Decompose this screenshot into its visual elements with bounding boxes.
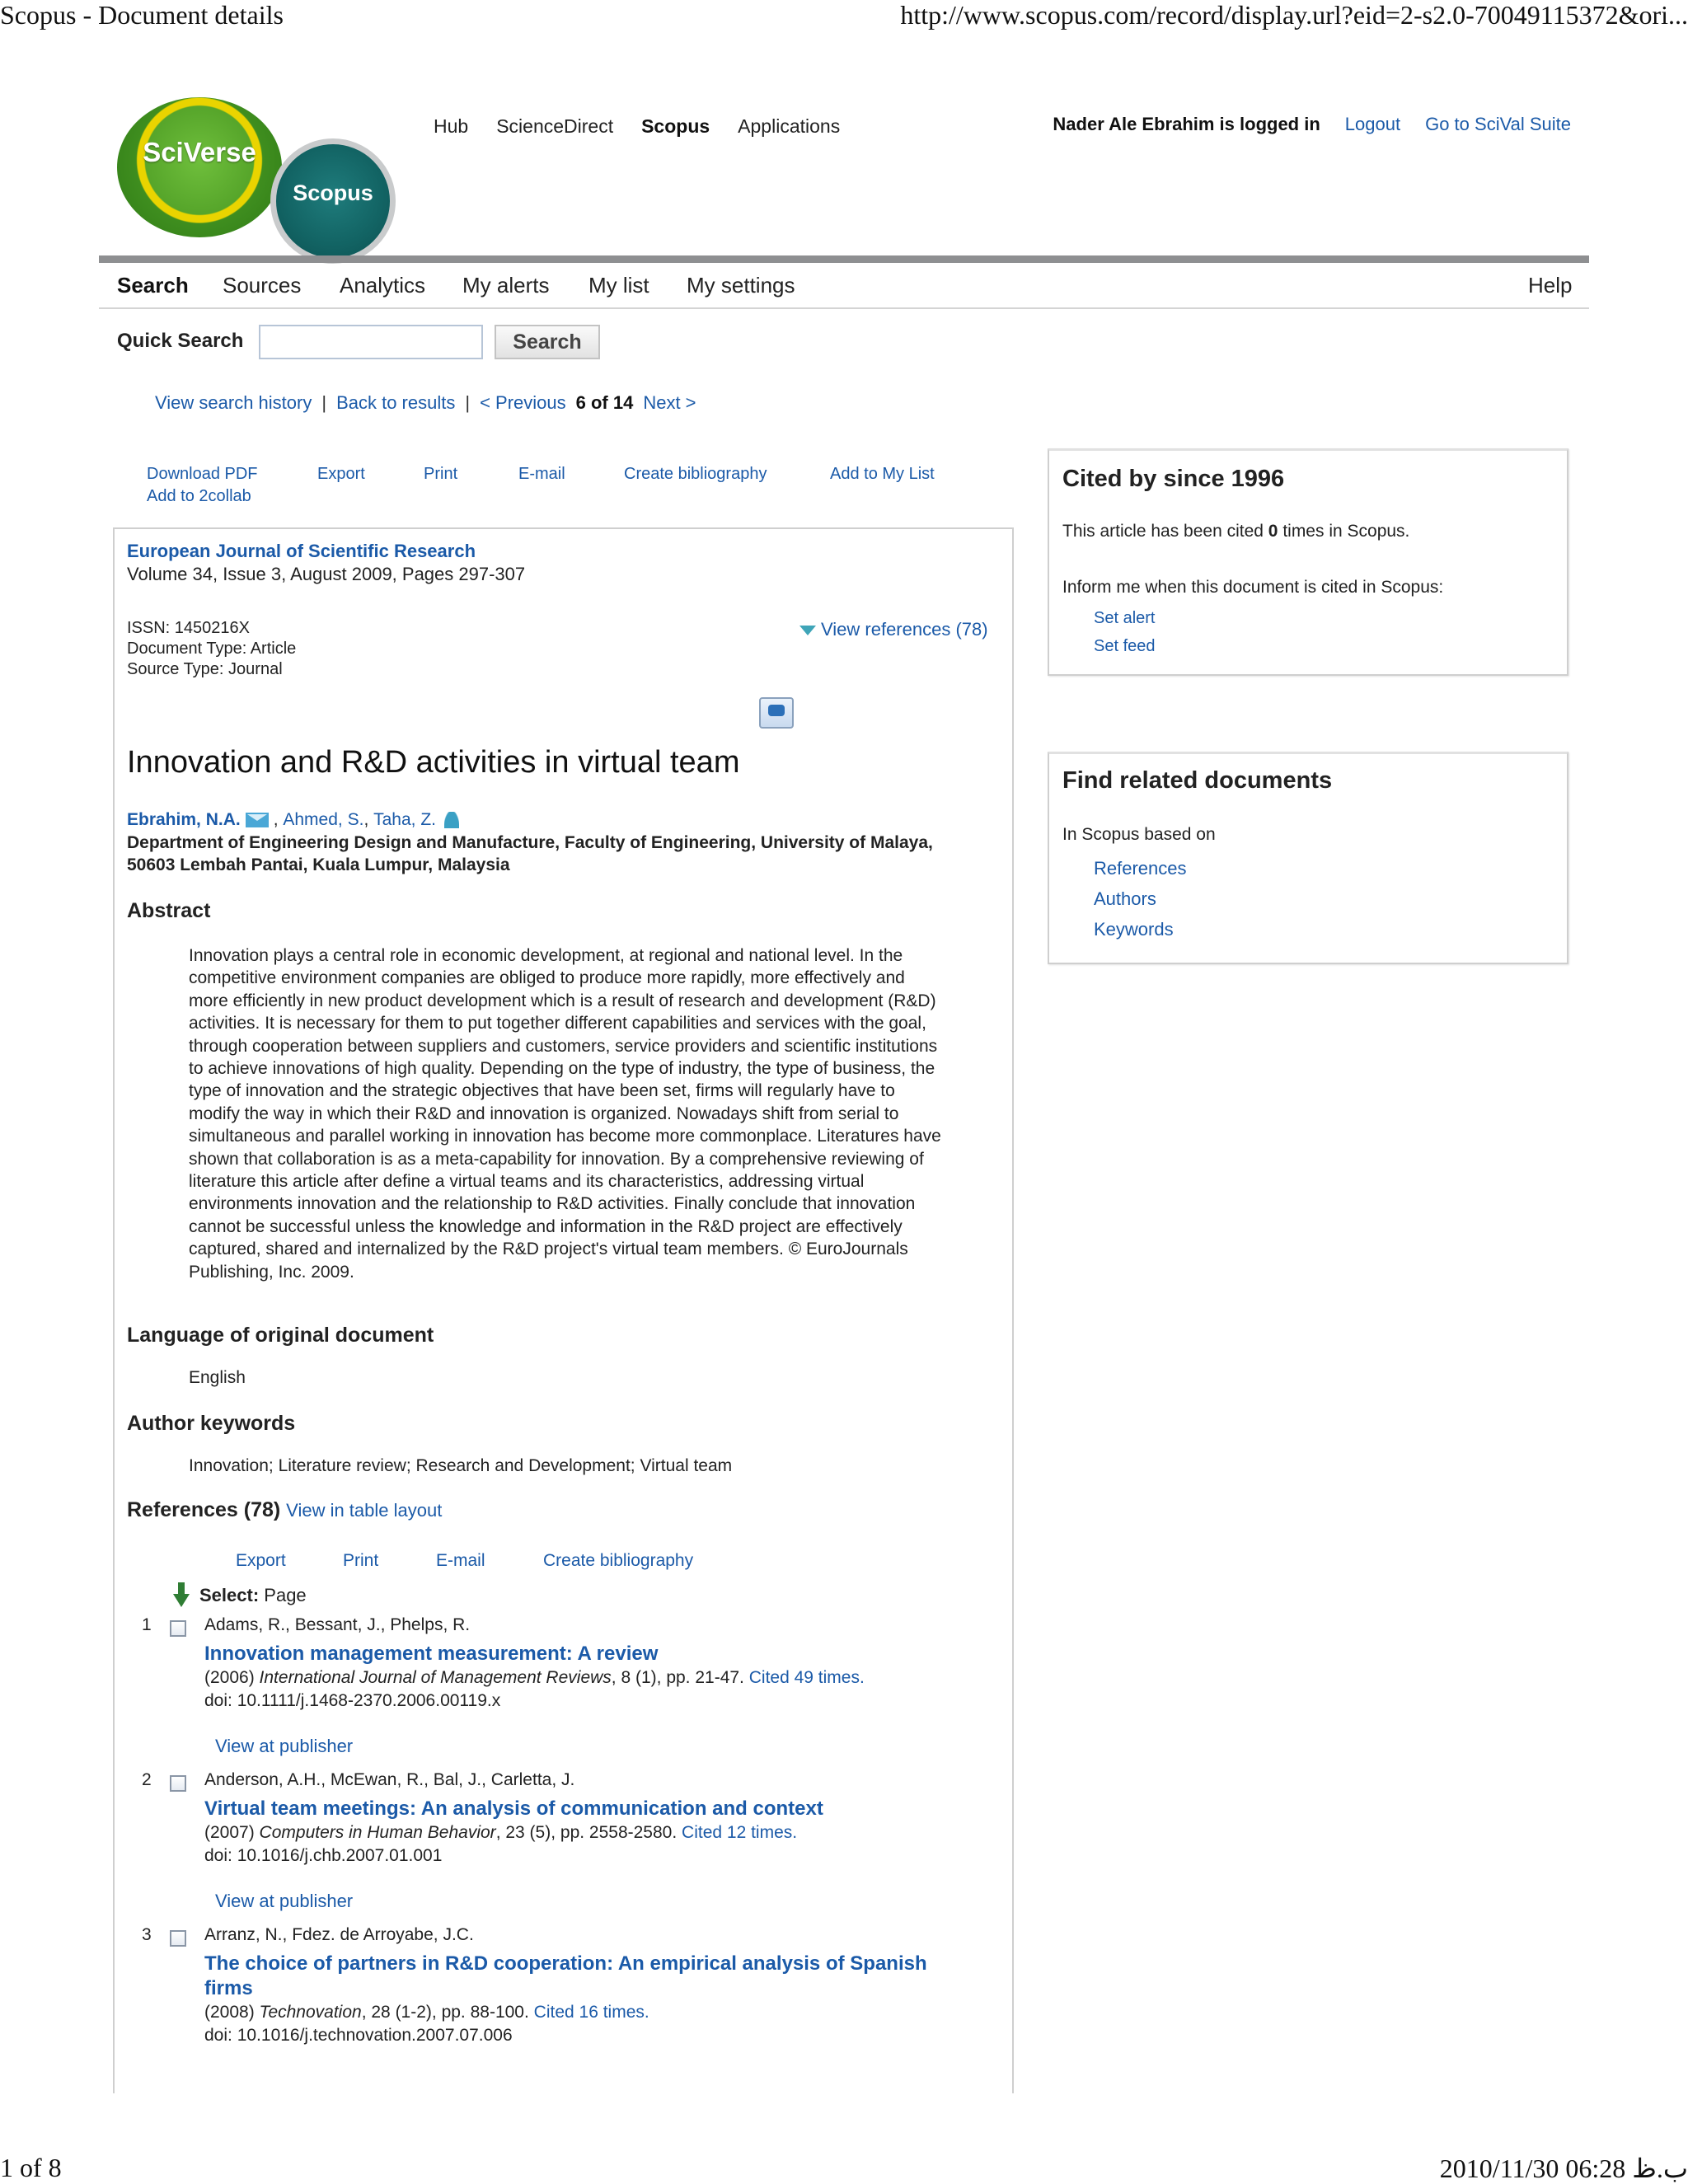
scopus-logo-text: Scopus xyxy=(293,180,373,205)
author-link[interactable]: Ebrahim, N.A. xyxy=(127,810,241,829)
authors-line: Ebrahim, N.A. , Ahmed, S. , Taha, Z. xyxy=(127,810,459,830)
language-value: English xyxy=(189,1368,246,1387)
print-page-number: 1 of 8 xyxy=(0,2153,62,2182)
nav-sources[interactable]: Sources xyxy=(223,273,302,298)
email-link[interactable]: E-mail xyxy=(518,465,565,483)
print-title: Scopus - Document details xyxy=(0,0,284,30)
separator: | xyxy=(321,392,327,413)
print-date: 2010/11/30 06:28 ب.ظ xyxy=(1439,2154,1688,2183)
product-link-applications[interactable]: Applications xyxy=(738,115,841,137)
reference-doi: doi: 10.1016/j.chb.2007.01.001 xyxy=(204,1846,443,1865)
reference-checkbox[interactable] xyxy=(170,1930,186,1947)
keywords-heading: Author keywords xyxy=(127,1412,296,1435)
nav-my-settings[interactable]: My settings xyxy=(687,273,795,298)
cited-times-link[interactable]: Cited 49 times. xyxy=(748,1668,865,1687)
user-bar xyxy=(1053,114,1571,135)
issn: ISSN: 1450216X xyxy=(127,619,250,637)
quick-search-label: Quick Search xyxy=(117,330,244,352)
reference-title-link[interactable]: The choice of partners in R&D cooperation: An empirical analysis of Spanish firms xyxy=(204,1952,927,1999)
abstract-heading: Abstract xyxy=(127,899,211,922)
view-at-publisher-link[interactable]: View at publisher xyxy=(215,1736,354,1756)
nav-search[interactable]: Search xyxy=(117,273,189,298)
cited-times-link[interactable]: Cited 16 times. xyxy=(533,2003,649,2022)
document-type: Document Type: Article xyxy=(127,640,297,658)
related-references-link[interactable]: References xyxy=(1094,858,1187,879)
triangle-down-icon xyxy=(799,626,816,635)
export-link[interactable]: Export xyxy=(317,465,365,483)
inform-text: Inform me when this document is cited in Scopus: xyxy=(1062,578,1444,597)
reference-source: (2006) International Journal of Management Reviews, 8 (1), pp. 21-47. Cited 49 times. xyxy=(204,1668,865,1687)
comment-icon[interactable] xyxy=(759,697,794,729)
cited-by-box xyxy=(1048,448,1568,676)
print-link[interactable]: Print xyxy=(424,465,458,483)
ref-email-link[interactable]: E-mail xyxy=(436,1551,485,1570)
cited-count-text: This article has been cited 0 times in Scopus. xyxy=(1062,522,1410,541)
reference-item xyxy=(140,1615,997,1764)
add-to-2collab-link[interactable]: Add to 2collab xyxy=(147,487,251,505)
main-nav xyxy=(99,263,1589,309)
reference-checkbox[interactable] xyxy=(170,1775,186,1792)
reference-doi: doi: 10.1111/j.1468-2370.2006.00119.x xyxy=(204,1691,501,1710)
sciverse-logo-text: SciVerse xyxy=(143,137,256,167)
related-authors-link[interactable]: Authors xyxy=(1094,888,1156,909)
view-at-publisher-link[interactable]: View at publisher xyxy=(215,1891,354,1911)
person-icon[interactable] xyxy=(444,812,459,828)
set-alert-link[interactable]: Set alert xyxy=(1094,609,1156,627)
reference-number: 3 xyxy=(142,1925,152,1944)
affiliation: Department of Engineering Design and Manufacture, Faculty of Engineering, University of Malaya, 50603 Lembah Pantai, Kuala Lumpur, Malaysia xyxy=(127,833,933,874)
scopus-logo[interactable] xyxy=(270,138,396,264)
print-url: http://www.scopus.com/record/display.url?eid=2-s2.0-70049115372&ori... xyxy=(900,0,1688,30)
create-bibliography-link[interactable]: Create bibliography xyxy=(624,465,767,483)
reference-title-link[interactable]: Innovation management measurement: A review xyxy=(204,1643,659,1665)
reference-authors: Adams, R., Bessant, J., Phelps, R. xyxy=(204,1615,471,1634)
reference-number: 1 xyxy=(142,1615,152,1634)
product-link-hub[interactable]: Hub xyxy=(434,115,469,137)
related-heading: Find related documents xyxy=(1062,767,1333,794)
email-icon[interactable] xyxy=(246,813,269,827)
nav-my-alerts[interactable]: My alerts xyxy=(462,273,550,298)
references-heading-row xyxy=(127,1498,442,1522)
cited-by-heading: Cited by since 1996 xyxy=(1062,466,1285,492)
sciverse-logo[interactable] xyxy=(117,97,282,237)
download-pdf-link[interactable]: Download PDF xyxy=(147,465,258,483)
ref-export-link[interactable]: Export xyxy=(236,1551,286,1570)
product-link-scopus[interactable]: Scopus xyxy=(641,115,710,137)
reference-source: (2007) Computers in Human Behavior, 23 (5), pp. 2558-2580. Cited 12 times. xyxy=(204,1823,798,1842)
journal-name-link[interactable]: European Journal of Scientific Research xyxy=(127,541,476,561)
next-link[interactable]: Next > xyxy=(643,392,696,413)
nav-help[interactable]: Help xyxy=(1528,273,1573,298)
reference-source: (2008) Technovation, 28 (1-2), pp. 88-100. Cited 16 times. xyxy=(204,2003,649,2022)
view-in-table-layout-link[interactable]: View in table layout xyxy=(286,1500,443,1521)
view-search-history-link[interactable]: View search history xyxy=(155,392,312,413)
volume-info: Volume 34, Issue 3, August 2009, Pages 297-307 xyxy=(127,564,526,584)
article-title: Innovation and R&D activities in virtual team xyxy=(127,745,740,780)
related-text: In Scopus based on xyxy=(1062,825,1216,844)
select-arrow-icon xyxy=(173,1582,191,1609)
related-documents-box xyxy=(1048,752,1568,964)
ref-create-bibliography-link[interactable]: Create bibliography xyxy=(543,1551,694,1570)
product-link-sciencedirect[interactable]: ScienceDirect xyxy=(496,115,614,137)
select-row xyxy=(173,1582,307,1609)
logout-link[interactable]: Logout xyxy=(1344,114,1401,134)
nav-analytics[interactable]: Analytics xyxy=(340,273,426,298)
select-label: Select: xyxy=(199,1585,260,1605)
ref-print-link[interactable]: Print xyxy=(343,1551,379,1570)
reference-doi: doi: 10.1016/j.technovation.2007.07.006 xyxy=(204,2026,513,2045)
add-to-my-list-link[interactable]: Add to My List xyxy=(830,465,935,483)
cited-count: 0 xyxy=(1268,522,1278,541)
author-link[interactable]: Ahmed, S. xyxy=(283,810,364,829)
select-page-option[interactable]: Page xyxy=(264,1585,307,1605)
set-feed-link[interactable]: Set feed xyxy=(1094,637,1156,655)
source-type: Source Type: Journal xyxy=(127,660,283,678)
product-nav xyxy=(434,115,840,138)
reference-number: 2 xyxy=(142,1770,152,1789)
reference-authors: Arranz, N., Fdez. de Arroyabe, J.C. xyxy=(204,1925,474,1944)
separator: | xyxy=(465,392,471,413)
previous-link[interactable]: < Previous xyxy=(480,392,566,413)
related-keywords-link[interactable]: Keywords xyxy=(1094,919,1174,940)
quick-search-button[interactable]: Search xyxy=(495,325,600,359)
references-heading: References (78) xyxy=(127,1498,281,1521)
language-heading: Language of original document xyxy=(127,1324,434,1347)
logged-in-user: Nader Ale Ebrahim is logged in xyxy=(1053,114,1320,134)
view-references-link[interactable]: View references (78) xyxy=(821,619,988,640)
cited-times-link[interactable]: Cited 12 times. xyxy=(682,1823,798,1842)
abstract-text: Innovation plays a central role in economic development, at regional and national level. In the competitive environment companies are obliged to produce more rapidly, more effectively and more efficiently in new product development which is a result of research and development (R&D) activities. It is necessary for them to put together different capabilities and services with the goal, through cooperation between suppliers and customers, service providers and scientific institutions to achieve innovations of high quality. Depending on the type of industry, the type of business, the type of innovation and the strategic objectives that have been set, firms will regularly have to modify the way in which their R&D and innovation is organized. Nowadays shift from serial to simultaneous and parallel working in innovation has become more commonplace. Literatures have shown that collaboration is as a meta-capability for innovation. By a comprehensive reviewing of literature this article after define a virtual teams and its characteristics, addressing virtual environments innovation and the relationship to R&D activities. Finally conclude that innovation cannot be successful unless the knowledge and information in the R&D project are effectively captured, shared and internalized by the R&D project's virtual team members. © EuroJournals Publishing, Inc. 2009. xyxy=(189,946,941,1282)
result-position: 6 of 14 xyxy=(575,392,634,413)
nav-my-list[interactable]: My list xyxy=(588,273,649,298)
reference-checkbox[interactable] xyxy=(170,1620,186,1637)
reference-authors: Anderson, A.H., McEwan, R., Bal, J., Carletta, J. xyxy=(204,1770,575,1789)
author-link[interactable]: Taha, Z. xyxy=(373,810,436,829)
scival-link[interactable]: Go to SciVal Suite xyxy=(1425,114,1571,134)
back-to-results-link[interactable]: Back to results xyxy=(336,392,456,413)
reference-title-link[interactable]: Virtual team meetings: An analysis of communication and context xyxy=(204,1797,823,1820)
quick-search-input[interactable] xyxy=(259,325,483,359)
reference-item xyxy=(140,1925,997,2057)
reference-item xyxy=(140,1770,997,1919)
result-navigation xyxy=(155,392,696,414)
header-divider xyxy=(99,255,1589,263)
keywords-value: Innovation; Literature review; Research and Development; Virtual team xyxy=(189,1456,733,1475)
